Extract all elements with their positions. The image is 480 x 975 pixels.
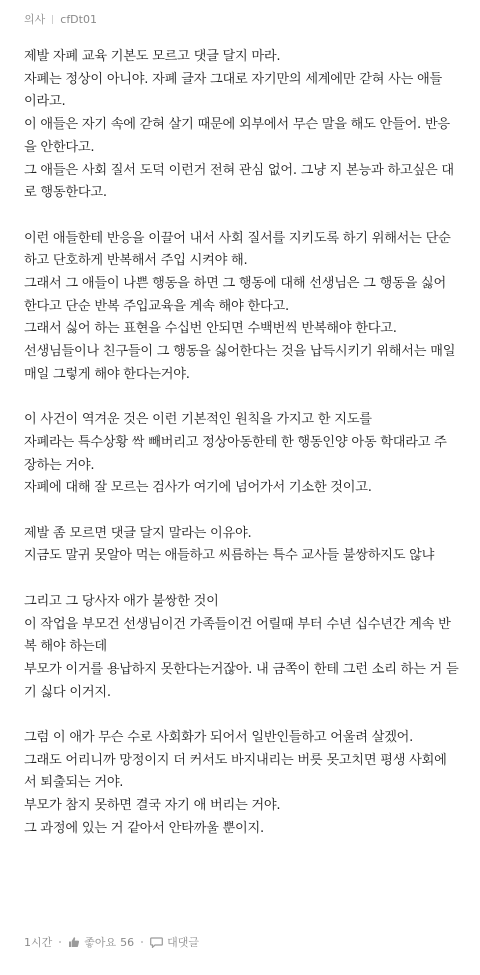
text-line: 그래도 어리니까 망정이지 더 커서도 바지내리는 버릇 못고치면 평생 사회에 — [24, 752, 447, 768]
text-line: 한다고 단순 반복 주입교육을 계속 해야 한다고. — [24, 298, 289, 314]
reply-button[interactable] — [150, 934, 199, 950]
text-line: 자폐라는 특수상황 싹 빼버리고 정상아동한테 한 행동인양 아동 학대라고 주 — [24, 434, 447, 450]
text-line: 지금도 말귀 못알아 먹는 애들하고 씨름하는 특수 교사들 불쌍하지도 않냐 — [24, 548, 435, 564]
thumbs-up-icon — [68, 936, 80, 948]
text-line: 복 해야 하는데 — [24, 639, 107, 655]
text-line: 이 애들은 자기 속에 갇혀 살기 때문에 외부에서 무슨 말을 해도 안들어. 반응 — [24, 117, 450, 133]
footer-separator — [59, 941, 61, 943]
text-line: 서 퇴출되는 거야. — [24, 775, 124, 791]
paragraph-gap — [24, 704, 464, 727]
text-line: 을 안한다고. — [24, 139, 95, 155]
paragraph — [24, 523, 464, 568]
paragraph — [24, 727, 464, 841]
text-line: 로 행동한다고. — [24, 185, 107, 201]
comment-icon — [150, 937, 163, 948]
like-label: 좋아요 — [84, 936, 117, 949]
text-line: 장하는 거야. — [24, 457, 95, 473]
like-button[interactable] — [68, 934, 134, 950]
text-line: 이라고. — [24, 94, 66, 110]
paragraph — [24, 228, 464, 387]
text-line: 제발 좀 모르면 댓글 달지 말라는 이유야. — [24, 525, 252, 541]
text-line: 제발 자폐 교육 기본도 모르고 댓글 달지 마라. — [24, 49, 281, 64]
text-line: 그 애들은 사회 질서 도덕 이런거 전혀 관심 없어. 그냥 지 본능과 하고싶은 대 — [24, 162, 454, 178]
author-role: 의사 — [24, 13, 46, 26]
footer-separator — [141, 941, 143, 943]
paragraph — [24, 46, 464, 205]
reply-label: 대댓글 — [167, 936, 200, 949]
text-line: 기 싫다 이거지. — [24, 684, 111, 700]
text-line: 그 과정에 있는 거 같아서 안타까울 뿐이지. — [24, 820, 264, 836]
paragraph-gap — [24, 387, 464, 410]
text-line: 부모가 이거를 용납하지 못한다는거잖아. 내 금쪽이 한테 그런 소리 하는 거 듣 — [24, 661, 459, 677]
paragraph-gap — [24, 568, 464, 591]
text-line: 자폐는 정상이 아니야. 자폐 글자 그대로 자기만의 세계에만 갇혀 사는 애들 — [24, 71, 443, 87]
text-line: 그래서 그 애들이 나쁜 행동을 하면 그 행동에 대해 선생님은 그 행동을 싫어 — [24, 276, 446, 292]
post-body — [24, 46, 464, 841]
paragraph-gap — [24, 205, 464, 228]
text-line: 선생님들이나 친구들이 그 행동을 싫어한다는 것을 납득시키기 위해서는 매일 — [24, 344, 456, 360]
text-line: 매일 그렇게 해야 한다는거야. — [24, 366, 190, 382]
text-line: 이 작업을 부모건 선생님이건 가족들이건 어릴때 부터 수년 십수년간 계속 반 — [24, 616, 451, 632]
post-header — [24, 10, 97, 28]
post-time: 1시간 — [24, 936, 53, 949]
paragraph — [24, 409, 464, 500]
paragraph-gap — [24, 500, 464, 523]
text-line: 그럼 이 애가 무슨 수로 사회화가 되어서 일반인들하고 어울려 살겠어. — [24, 730, 414, 746]
paragraph — [24, 591, 464, 705]
text-line: 부모가 참지 못하면 결국 자기 애 버리는 거야. — [24, 798, 281, 814]
like-count: 56 — [120, 935, 135, 949]
author-id[interactable]: cfDt01 — [60, 12, 97, 26]
text-line: 자폐에 대해 잘 모르는 검사가 여기에 넘어가서 기소한 것이고. — [24, 480, 372, 496]
text-line: 이 사건이 역겨운 것은 이런 기본적인 원칙을 가지고 한 지도를 — [24, 412, 372, 428]
text-line: 하고 단호하게 반복해서 주입 시켜야 해. — [24, 253, 248, 269]
text-line: 이런 애들한테 반응을 이끌어 내서 사회 질서를 지키도록 하기 위해서는 단순 — [24, 230, 451, 246]
text-line: 그리고 그 당사자 애가 불쌍한 것이 — [24, 593, 219, 609]
header-divider — [52, 15, 53, 24]
post-footer — [24, 932, 199, 952]
text-line: 그래서 싫어 하는 표현을 수십번 안되면 수백번씩 반복해야 한다고. — [24, 321, 397, 337]
